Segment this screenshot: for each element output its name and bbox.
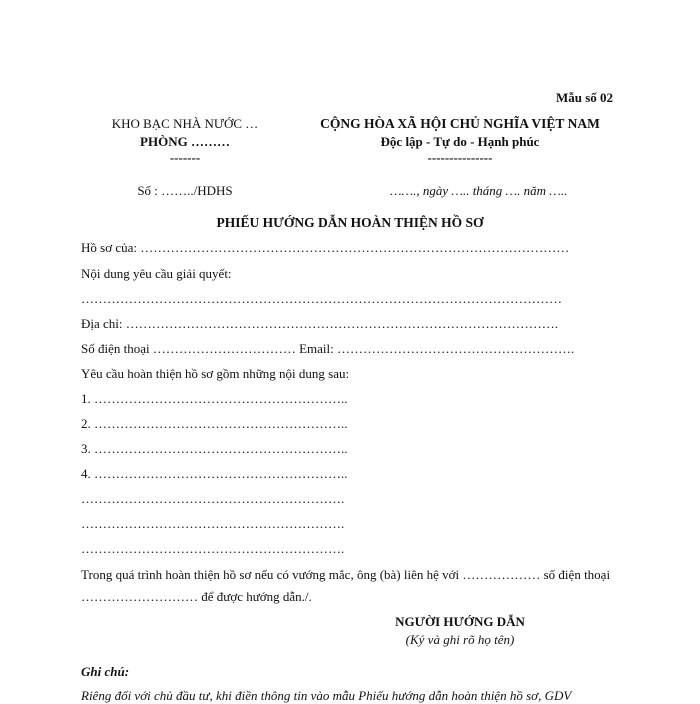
date-line: ……., ngày ….. tháng …. năm ….. <box>390 183 568 198</box>
country-name: CỘNG HÒA XÃ HỘI CHỦ NGHĨA VIỆT NAM <box>320 116 600 131</box>
treasury-name: KHO BẠC NHÀ NƯỚC … <box>111 116 259 131</box>
request-content-label: Nội dung yêu cầu giải quyết: <box>81 266 232 281</box>
list-item: ……………………………………………………. <box>81 491 345 506</box>
signer-subtitle: (Ký và ghi rõ họ tên) <box>405 632 515 647</box>
document-number: Số : ……../HDHS <box>137 183 233 198</box>
note-text: Riêng đối với chủ đầu tư, khi điền thông tin vào mẫu Phiếu hướng dẫn hoàn thiện hồ sơ, GDV <box>81 688 572 703</box>
request-content-dots: ………………………………………………………………………………………………… <box>81 291 562 306</box>
right-divider: --------------- <box>427 150 493 165</box>
form-number: Mẫu số 02 <box>556 90 614 105</box>
list-item: ……………………………………………………. <box>81 541 345 556</box>
closing-paragraph: Trong quá trình hoàn thiện hồ sơ nếu có vướng mắc, ông (bà) liên hệ với ……………… số điện thoại ……………………… để được hướng dẫn./. <box>81 567 611 604</box>
list-item: 4. ………………………………………………….. <box>81 466 348 481</box>
document-title: PHIẾU HƯỚNG DẪN HOÀN THIỆN HỒ SƠ <box>216 215 484 230</box>
motto: Độc lập - Tự do - Hạnh phúc <box>380 134 540 149</box>
signer-title: NGƯỜI HƯỚNG DẪN <box>395 614 525 629</box>
list-item: ……………………………………………………. <box>81 516 345 531</box>
left-divider: ------- <box>169 150 201 165</box>
note-label: Ghi chú: <box>81 664 130 679</box>
department-name: PHÒNG ……… <box>140 134 230 149</box>
requirements-label: Yêu cầu hoàn thiện hồ sơ gồm những nội dung sau: <box>81 366 350 381</box>
list-item: 1. ………………………………………………….. <box>81 391 348 406</box>
applicant-field: Hồ sơ của: ……………………………………………………………………………………… <box>81 240 570 255</box>
address-field: Địa chỉ: ………………………………………………………………………………………. <box>81 316 559 331</box>
list-item: 3. ………………………………………………….. <box>81 441 348 456</box>
phone-email-field: Số điện thoại …………………………… Email: ………………………………………………. <box>81 341 575 356</box>
list-item: 2. ………………………………………………….. <box>81 416 348 431</box>
